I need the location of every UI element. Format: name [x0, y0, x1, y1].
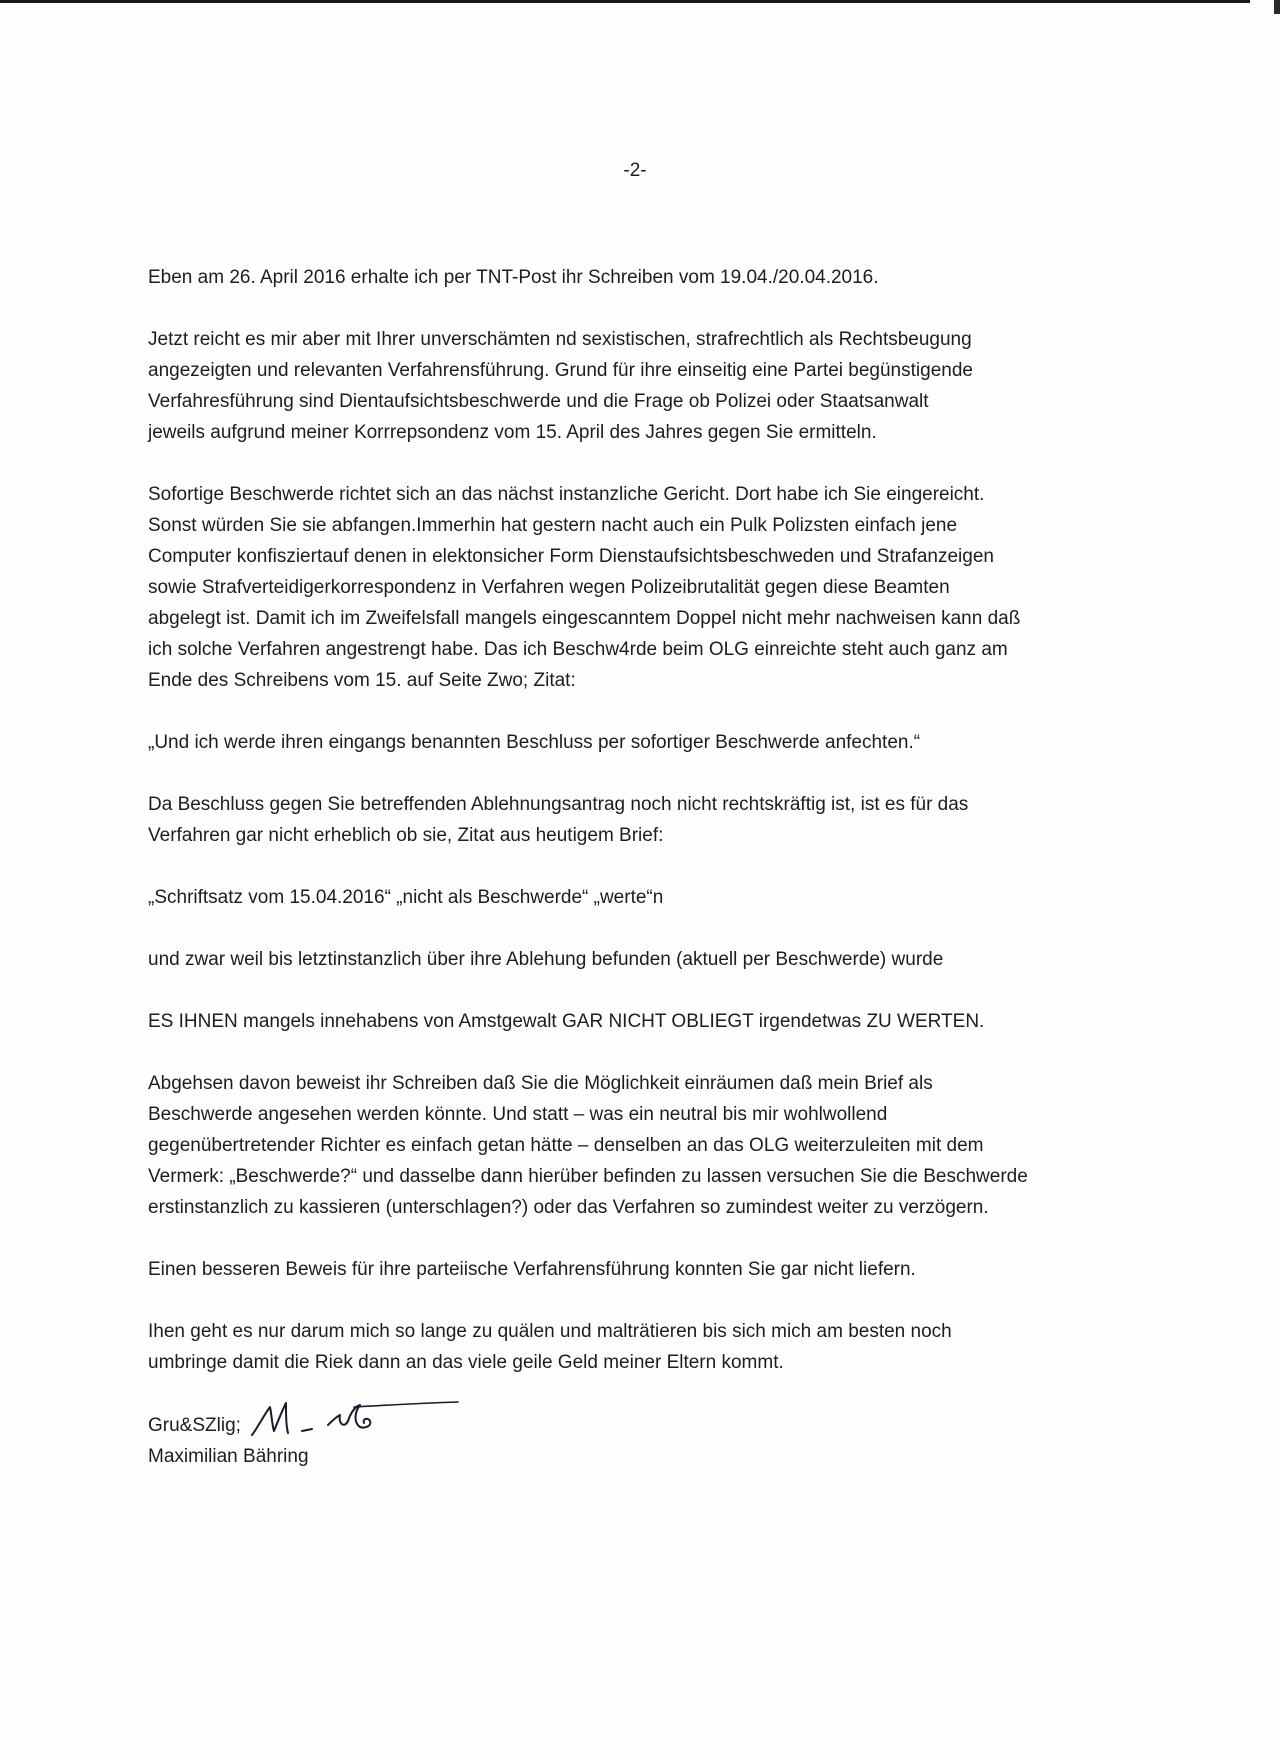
paragraph-1: Eben am 26. April 2016 erhalte ich per TNT-Post ihr Schreiben vom 19.04./20.04.2016.: [148, 267, 879, 288]
quote-paragraph: „Und ich werde ihren eingangs benannten Beschluss per sofortiger Beschwerde anfechten.“: [148, 732, 921, 753]
quote-line: „Schriftsatz vom 15.04.2016“ „nicht als Beschwerde“ „werte“n: [148, 887, 664, 908]
letter-body: [148, 262, 1088, 1409]
paragraph-6: ES IHNEN mangels innehabens von Amstgewalt GAR NICHT OBLIEGT irgendetwas ZU WERTEN.: [148, 1011, 985, 1032]
closing-greeting: Gru&SZlig;: [148, 1415, 241, 1436]
scan-edge-mark: [1274, 0, 1280, 14]
paragraph-3: Sofortige Beschwerde richtet sich an das nächst instanzliche Gericht. Dort habe ich Sie eingereicht. Sonst würden Sie sie abfangen.Immerhin hat gestern nacht auch ein Pulk Polizsten einfach jene Computer konfisziertauf denen in elektonsicher Form Dienstaufsichtsbeschweden und Strafanzeigen sowie Strafverteidigerkorrespondenz in Verfahren wegen Polizeibrutalität gegen diese Beamten abgelegt ist. Damit ich im Zweifelsfall mangels eingescanntem Doppel nicht mehr nachweisen kann daß ich solche Verfahren angestrengt habe. Das ich Beschw4rde beim OLG einreichte steht auch ganz am Ende des Schreibens vom 15. auf Seite Zwo; Zitat:: [148, 484, 1021, 691]
paragraph-2: Jetzt reicht es mir aber mit Ihrer unverschämten nd sexistischen, strafrechtlich als Rechtsbeugung angezeigten und relevanten Verfahrensführung. Grund für ihre einseitig eine Partei begünstigende Verfahresführung sind Dientaufsichtsbeschwerde und die Frage ob Polizei oder Staatsanwalt jeweils aufgrund meiner Korrrepsondenz vom 15. April des Jahres gegen Sie ermitteln.: [148, 329, 973, 443]
paragraph-5: und zwar weil bis letztinstanzlich über ihre Ablehung befunden (aktuell per Beschwerde) wurde: [148, 949, 944, 970]
paragraph-7: Abgehsen davon beweist ihr Schreiben daß Sie die Möglichkeit einräumen daß mein Brief als Beschwerde angesehen werden könnte. Und statt – was ein neutral bis mir wohlwollend gegenübertretender Richter es einfach getan hätte – denselben an das OLG weiterzuleiten mit dem Vermerk: „Beschwerde?“ und dasselbe dann hierüber befinden zu lassen versuchen Sie die Beschwerde erstinstanzlich zu kassieren (unterschlagen?) oder das Verfahren so zumindest weiter zu verzögern.: [148, 1073, 1028, 1218]
paragraph-9: Ihen geht es nur darum mich so lange zu quälen und malträtieren bis sich mich am besten noch umbringe damit die Riek dann an das viele geile Geld meiner Eltern kommt.: [148, 1321, 952, 1373]
paragraph-4: Da Beschluss gegen Sie betreffenden Ablehnungsantrag noch nicht rechtskräftig ist, ist es für das Verfahren gar nicht erheblich ob sie, Zitat aus heutigem Brief:: [148, 794, 969, 846]
signer-name: Maximilian Bähring: [148, 1446, 309, 1467]
scan-top-border: [0, 0, 1250, 3]
handwritten-signature: [250, 1395, 460, 1445]
paragraph-8: Einen besseren Beweis für ihre parteiische Verfahrensführung konnten Sie gar nicht liefern.: [148, 1259, 916, 1280]
page-number: -2-: [623, 160, 647, 181]
